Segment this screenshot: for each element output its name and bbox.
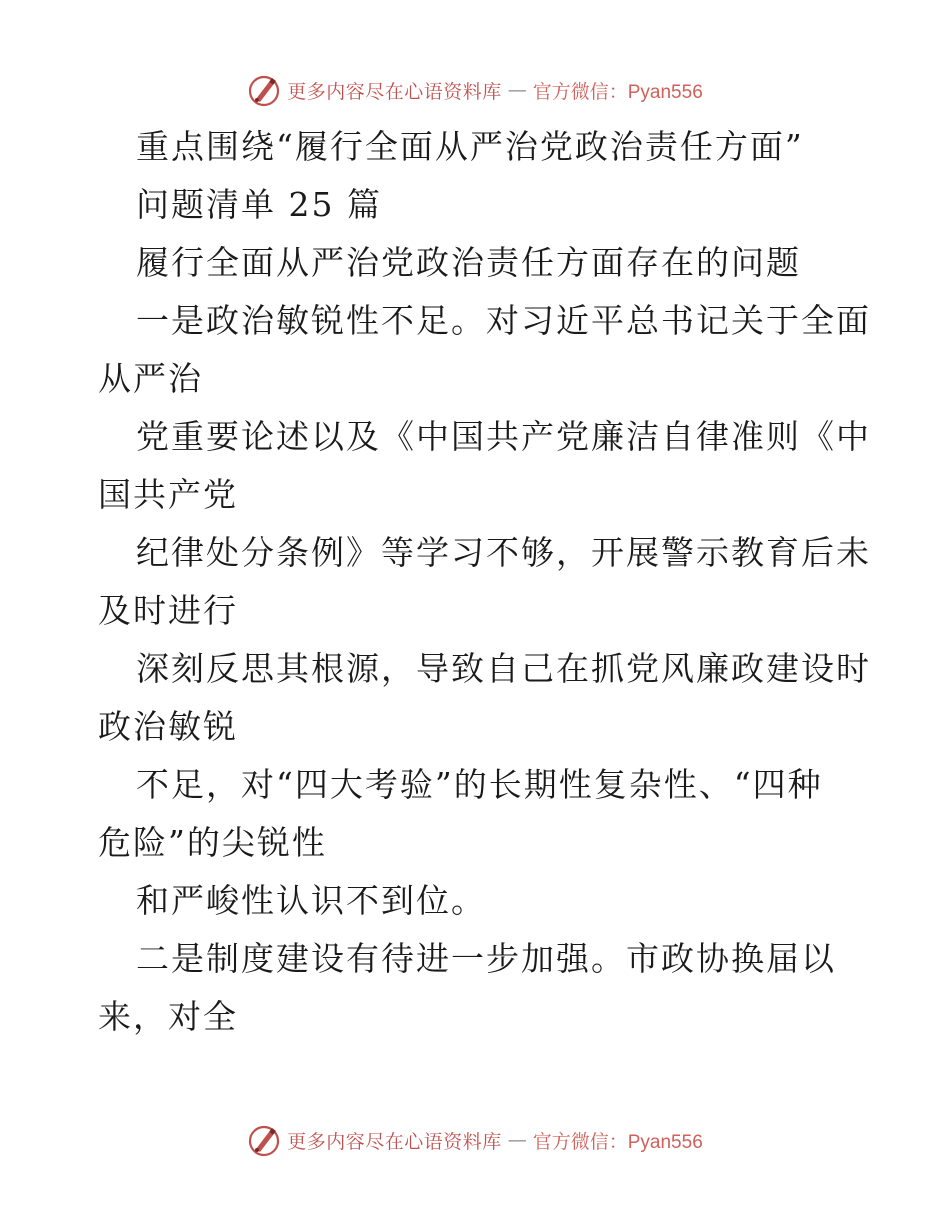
watermark-wechat: 官方微信：Pyan556 — [532, 1131, 703, 1153]
watermark-separator: — — [507, 1129, 527, 1151]
document-body — [98, 118, 871, 1046]
text-line: 从严治 — [98, 359, 203, 398]
header-watermark — [0, 70, 950, 110]
text-line: 危险”的尖锐性 — [98, 823, 327, 862]
text-line: 纪律处分条例》等学习不够，开展警示教育后未 — [136, 533, 871, 572]
text-line: 一是政治敏锐性不足。对习近平总书记关于全面 — [136, 301, 871, 340]
watermark-brand: 更多内容尽在心语资料库 — [287, 80, 502, 103]
watermark-separator: — — [507, 79, 527, 101]
text-line: 不足，对“四大考验”的长期性复杂性、“四种 — [136, 765, 823, 804]
text-line: 履行全面从严治党政治责任方面存在的问题 — [136, 243, 801, 282]
text-line: 政治敏锐 — [98, 707, 238, 746]
text-line: 来，对全 — [98, 997, 238, 1036]
text-line: 重点围绕“履行全面从严治党政治责任方面” — [136, 127, 804, 166]
text-line: 国共产党 — [98, 475, 238, 514]
text-line: 及时进行 — [98, 591, 238, 630]
text-line: 党重要论述以及《中国共产党廉洁自律准则《中 — [136, 417, 871, 456]
watermark-wechat: 官方微信：Pyan556 — [532, 81, 703, 103]
text-line: 问题清单 25 篇 — [136, 185, 382, 224]
text-line: 二是制度建设有待进一步加强。市政协换届以 — [136, 939, 836, 978]
pen-ink-icon — [247, 73, 281, 107]
text-line: 深刻反思其根源，导致自己在抓党风廉政建设时 — [136, 649, 871, 688]
footer-watermark — [0, 1120, 950, 1160]
pen-ink-icon — [247, 1123, 281, 1157]
text-line: 和严峻性认识不到位。 — [136, 881, 486, 920]
watermark-brand: 更多内容尽在心语资料库 — [287, 1130, 502, 1153]
